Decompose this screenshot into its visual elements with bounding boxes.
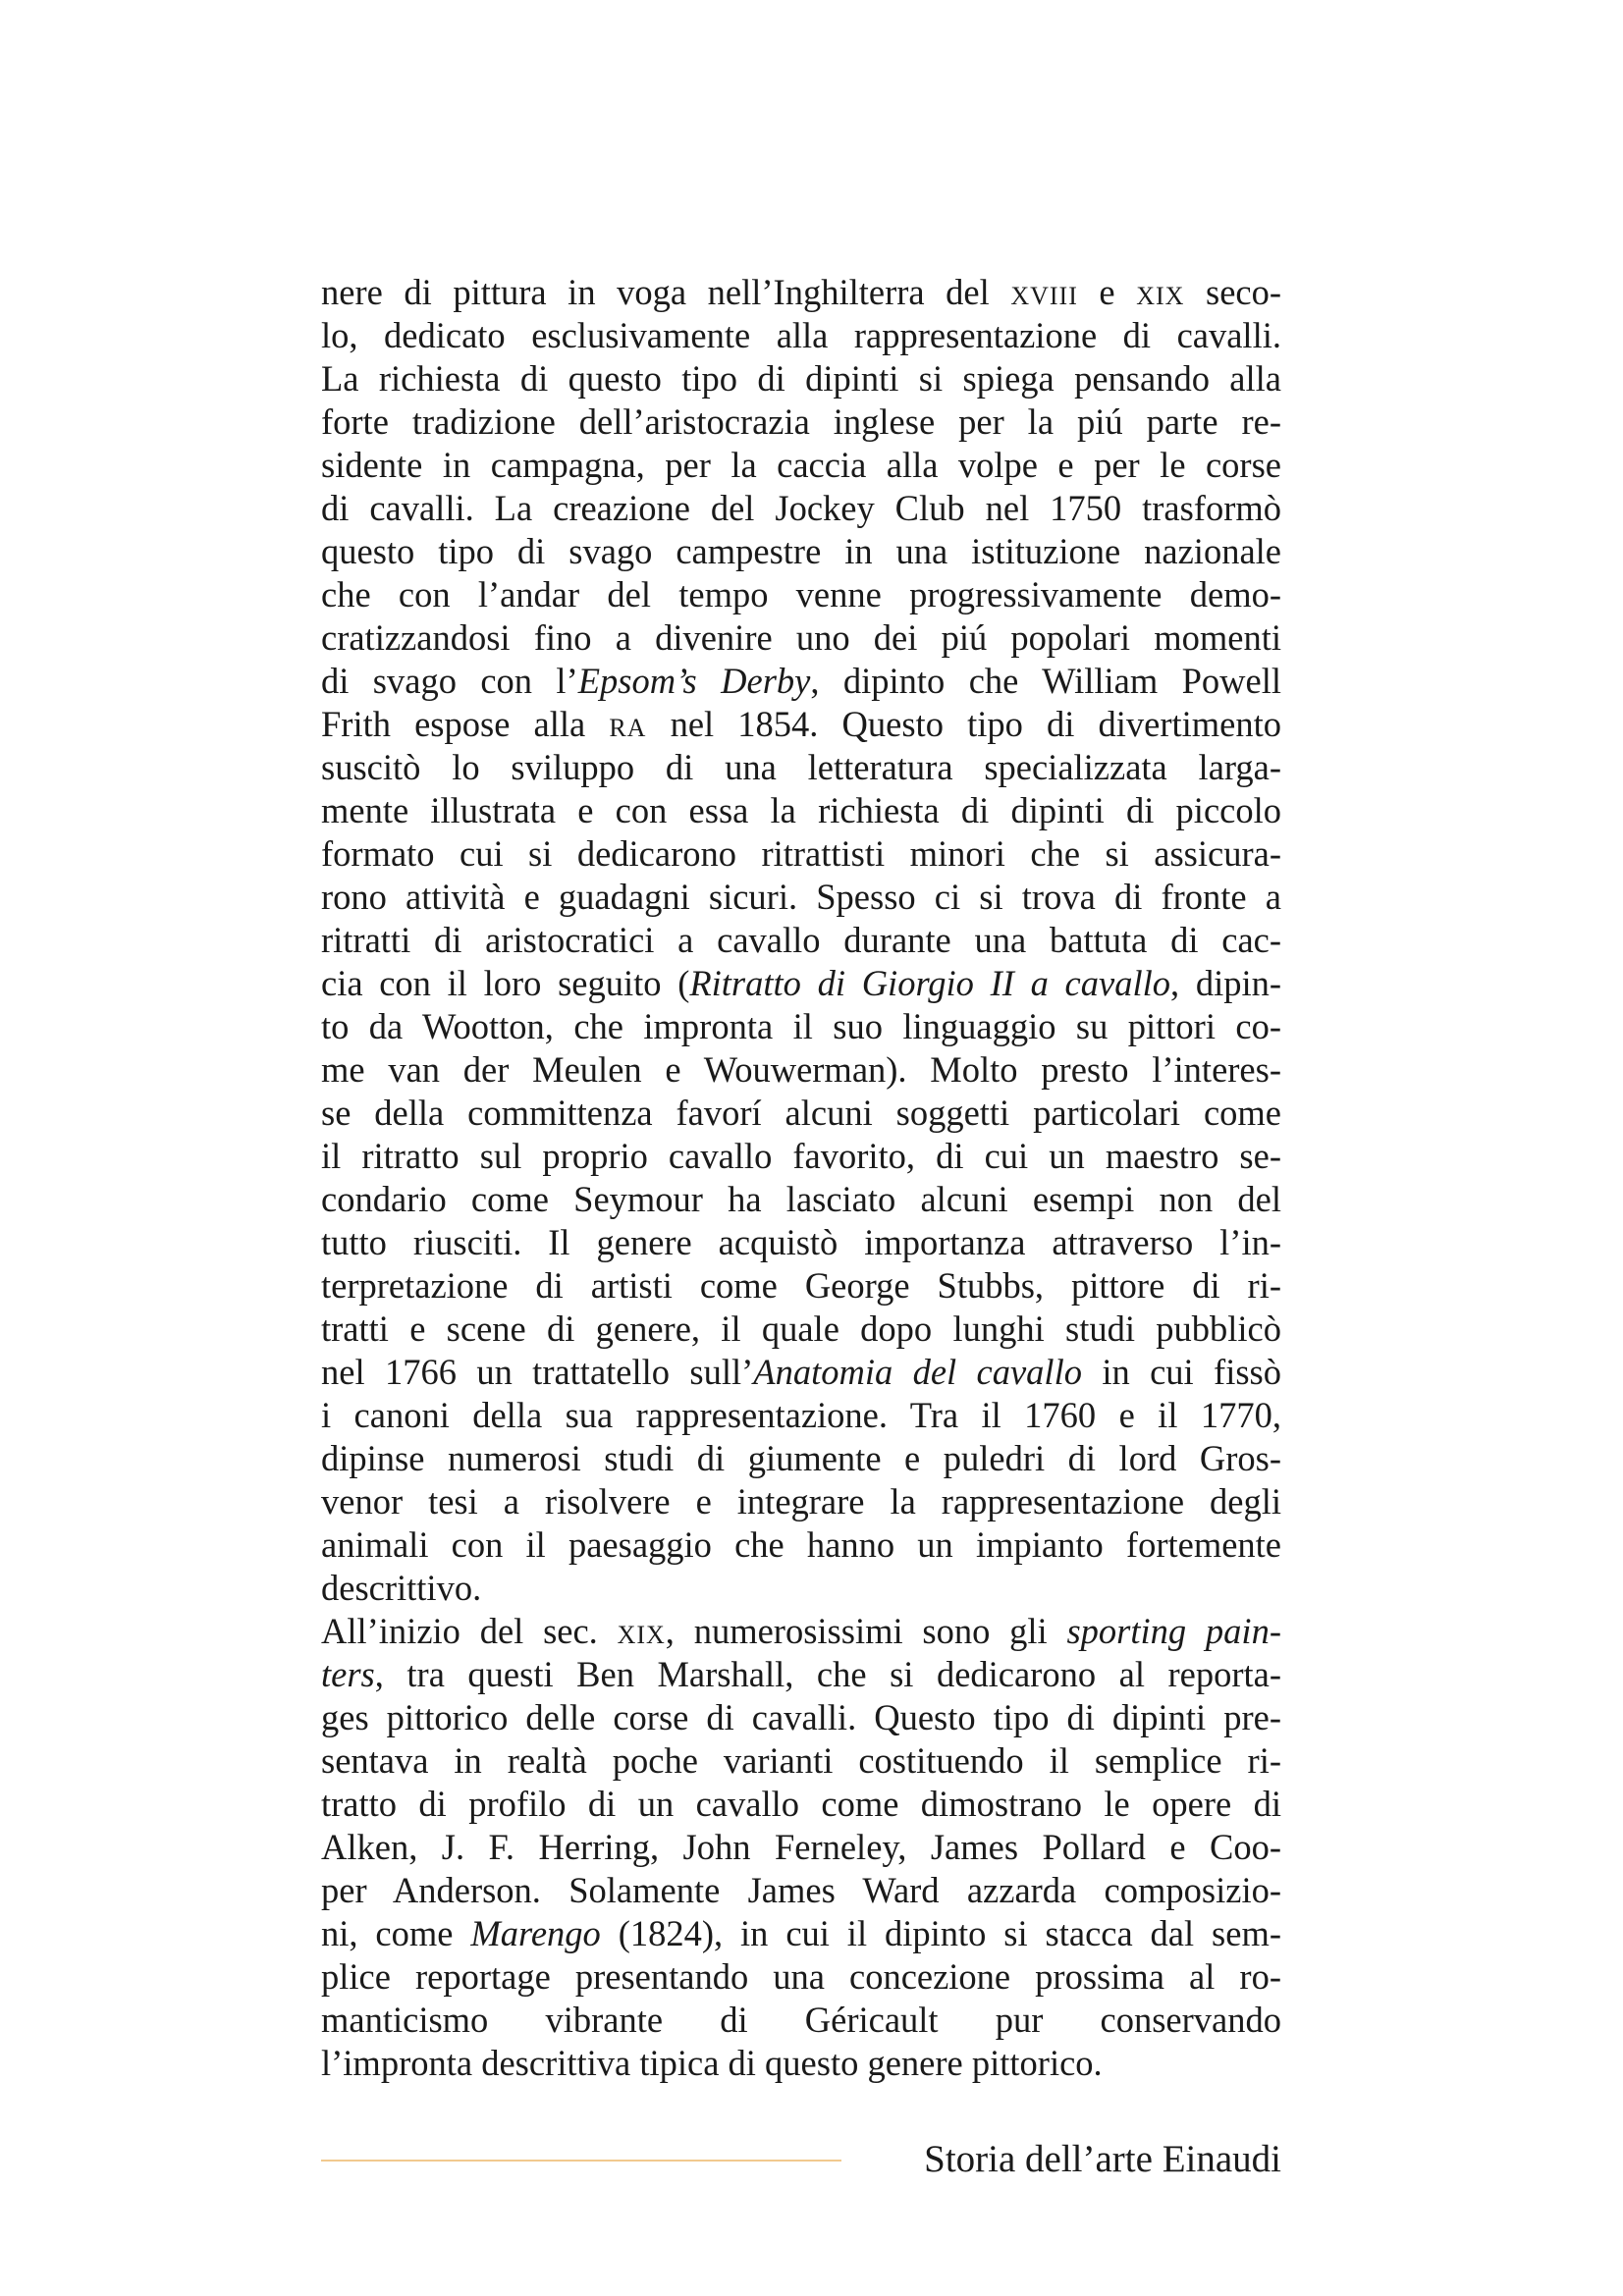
text-line: ni, come Marengo (1824), in cui il dipinto si stacca dal sem- bbox=[321, 1913, 1281, 1953]
text-line: se della committenza favorí alcuni soggetti particolari come bbox=[321, 1093, 1281, 1133]
text-line: di svago con l’Epsom’s Derby, dipinto che William Powell bbox=[321, 661, 1282, 701]
text-line: rono attività e guadagni sicuri. Spesso ci si trova di fronte a bbox=[321, 877, 1281, 917]
text-line: tutto riusciti. Il genere acquistò importanza attraverso l’in- bbox=[321, 1222, 1281, 1262]
text-line: forte tradizione dell’aristocrazia inglese per la piú parte re- bbox=[321, 401, 1281, 442]
text-line: cia con il loro seguito (Ritratto di Giorgio II a cavallo, dipin- bbox=[321, 963, 1282, 1003]
text-line: di cavalli. La creazione del Jockey Club nel 1750 trasformò bbox=[321, 488, 1281, 528]
text-line: lo, dedicato esclusivamente alla rappresentazione di cavalli. bbox=[321, 315, 1281, 355]
paragraph-horse-painting bbox=[321, 271, 1281, 1610]
text-line: Frith espose alla ra nel 1854. Questo tipo di divertimento bbox=[321, 704, 1281, 744]
text-line: La richiesta di questo tipo di dipinti si spiega pensando alla bbox=[321, 358, 1281, 399]
text-line: che con l’andar del tempo venne progressivamente demo- bbox=[321, 574, 1281, 614]
text-line: Alken, J. F. Herring, John Ferneley, James Pollard e Coo- bbox=[321, 1827, 1281, 1867]
paragraph-sporting-painters bbox=[321, 1610, 1281, 2085]
text-line: dipinse numerosi studi di giumente e puledri di lord Gros- bbox=[321, 1438, 1281, 1478]
text-line: mente illustrata e con essa la richiesta di dipinti di piccolo bbox=[321, 790, 1281, 830]
text-line: sentava in realtà poche varianti costituendo il semplice ri- bbox=[321, 1740, 1281, 1781]
text-line: tratto di profilo di un cavallo come dimostrano le opere di bbox=[321, 1784, 1281, 1824]
text-line: sidente in campagna, per la caccia alla volpe e per le corse bbox=[321, 445, 1281, 485]
text-line: questo tipo di svago campestre in una istituzione nazionale bbox=[321, 531, 1281, 571]
text-line: descrittivo. bbox=[321, 1568, 482, 1608]
text-line: terpretazione di artisti come George Stubbs, pittore di ri- bbox=[321, 1265, 1281, 1306]
text-line: per Anderson. Solamente James Ward azzarda composizio- bbox=[321, 1870, 1281, 1910]
text-line: to da Wootton, che impronta il suo linguaggio su pittori co- bbox=[321, 1006, 1281, 1046]
text-line: venor tesi a risolvere e integrare la rappresentazione degli bbox=[321, 1481, 1281, 1522]
text-line: l’impronta descrittiva tipica di questo genere pittorico. bbox=[321, 2043, 1103, 2083]
body-text bbox=[321, 271, 1281, 2085]
text-line: suscitò lo sviluppo di una letteratura specializzata larga- bbox=[321, 747, 1281, 787]
text-line: tratti e scene di genere, il quale dopo lunghi studi pubblicò bbox=[321, 1308, 1281, 1349]
text-line: animali con il paesaggio che hanno un impianto fortemente bbox=[321, 1524, 1281, 1565]
text-line: me van der Meulen e Wouwerman). Molto presto l’interes- bbox=[321, 1049, 1281, 1090]
text-line: All’inizio del sec. xix, numerosissimi sono gli sporting pain- bbox=[321, 1611, 1281, 1651]
text-line: cratizzandosi fino a divenire uno dei piú popolari momenti bbox=[321, 617, 1281, 658]
text-line: i canoni della sua rappresentazione. Tra il 1760 e il 1770, bbox=[321, 1395, 1281, 1435]
italic-title: Ritratto di Giorgio II a cavallo bbox=[689, 963, 1170, 1003]
text-line: manticismo vibrante di Géricault pur conservando bbox=[321, 2000, 1281, 2040]
italic-title: Anatomia del cavallo bbox=[753, 1352, 1082, 1392]
footer-title: Storia dell’arte Einaudi bbox=[924, 2138, 1281, 2180]
italic-title: Epsom’s Derby bbox=[577, 661, 811, 701]
text-line: nere di pittura in voga nell’Inghilterra del xviii e xix seco- bbox=[321, 272, 1282, 312]
footer-rule bbox=[321, 2160, 841, 2162]
italic-title: Marengo bbox=[470, 1913, 601, 1953]
text-line: ters, tra questi Ben Marshall, che si dedicarono al reporta- bbox=[321, 1654, 1281, 1694]
text-line: formato cui si dedicarono ritrattisti minori che si assicura- bbox=[321, 833, 1281, 874]
text-line: plice reportage presentando una concezione prossima al ro- bbox=[321, 1956, 1281, 1997]
italic-term: ters bbox=[321, 1654, 375, 1694]
text-line: ges pittorico delle corse di cavalli. Questo tipo di dipinti pre- bbox=[321, 1697, 1281, 1737]
text-line: condario come Seymour ha lasciato alcuni esempi non del bbox=[321, 1179, 1281, 1219]
text-line: il ritratto sul proprio cavallo favorito, di cui un maestro se- bbox=[321, 1136, 1281, 1176]
text-line: nel 1766 un trattatello sull’Anatomia del cavallo in cui fissò bbox=[321, 1352, 1281, 1392]
text-line: ritratti di aristocratici a cavallo durante una battuta di cac- bbox=[321, 920, 1281, 960]
italic-term: sporting pain- bbox=[1066, 1611, 1281, 1651]
